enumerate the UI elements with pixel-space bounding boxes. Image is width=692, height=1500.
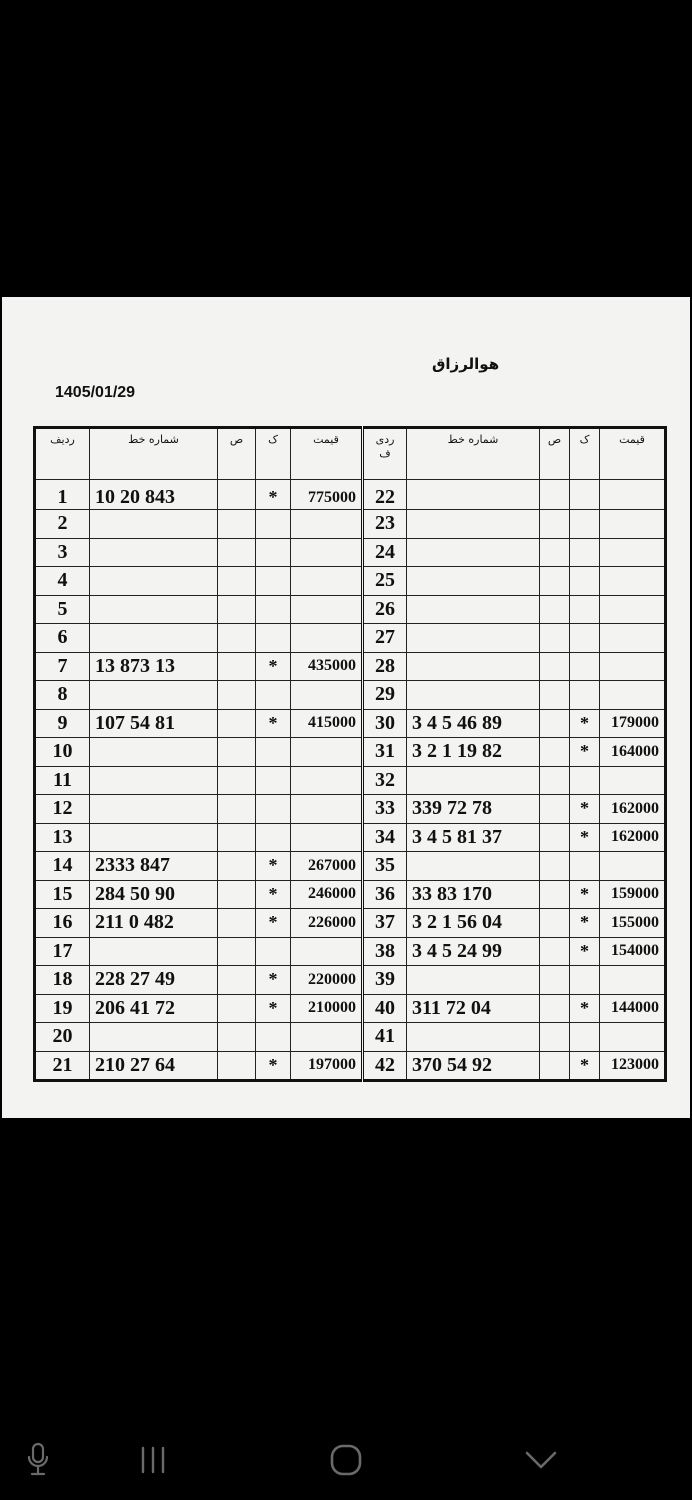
cell-line-number-right <box>407 480 540 510</box>
cell-kaf-mark-right <box>570 567 600 596</box>
cell-kaf-mark-right: * <box>570 880 600 909</box>
cell-kaf-mark: * <box>256 994 291 1023</box>
cell-price: 775000 <box>291 480 363 510</box>
table-row <box>35 595 666 624</box>
cell-row-number-right: 41 <box>363 1023 407 1052</box>
cell-kaf-mark <box>256 595 291 624</box>
cell-sad-mark <box>218 681 256 710</box>
cell-line-number <box>90 738 218 767</box>
cell-line-number-right <box>407 538 540 567</box>
cell-price-right <box>600 852 666 881</box>
cell-kaf-mark-right: * <box>570 994 600 1023</box>
cell-line-number: 13 873 13 <box>90 652 218 681</box>
cell-sad-mark-right <box>540 709 570 738</box>
table-row <box>35 567 666 596</box>
home-icon[interactable] <box>316 1438 376 1482</box>
cell-kaf-mark: * <box>256 709 291 738</box>
cell-row-number: 7 <box>35 652 90 681</box>
cell-sad-mark <box>218 738 256 767</box>
cell-price-right: 154000 <box>600 937 666 966</box>
cell-kaf-mark <box>256 937 291 966</box>
cell-sad-mark-right <box>540 652 570 681</box>
cell-price <box>291 766 363 795</box>
cell-row-number: 18 <box>35 966 90 995</box>
cell-line-number: 228 27 49 <box>90 966 218 995</box>
cell-row-number-right: 28 <box>363 652 407 681</box>
cell-sad-mark <box>218 994 256 1023</box>
cell-price: 226000 <box>291 909 363 938</box>
cell-line-number-right <box>407 852 540 881</box>
cell-kaf-mark: * <box>256 480 291 510</box>
cell-kaf-mark-right <box>570 510 600 539</box>
cell-line-number-right <box>407 624 540 653</box>
table-row <box>35 1023 666 1052</box>
cell-kaf-mark: * <box>256 909 291 938</box>
cell-price: 197000 <box>291 1051 363 1081</box>
cell-line-number-right <box>407 966 540 995</box>
cell-line-number-right <box>407 1023 540 1052</box>
cell-sad-mark <box>218 1023 256 1052</box>
cell-line-number-right: 33 83 170 <box>407 880 540 909</box>
cell-line-number <box>90 510 218 539</box>
cell-row-number-right: 31 <box>363 738 407 767</box>
cell-kaf-mark <box>256 823 291 852</box>
cell-price: 267000 <box>291 852 363 881</box>
cell-kaf-mark-right <box>570 681 600 710</box>
cell-sad-mark <box>218 766 256 795</box>
cell-line-number-right <box>407 766 540 795</box>
cell-line-number <box>90 595 218 624</box>
cell-price <box>291 681 363 710</box>
cell-price <box>291 937 363 966</box>
cell-sad-mark-right <box>540 567 570 596</box>
cell-sad-mark <box>218 480 256 510</box>
cell-line-number-right <box>407 681 540 710</box>
cell-sad-mark-right <box>540 909 570 938</box>
cell-price-right <box>600 1023 666 1052</box>
header-line-number-right: شماره خط <box>407 428 540 480</box>
cell-line-number <box>90 681 218 710</box>
cell-line-number <box>90 766 218 795</box>
cell-sad-mark-right <box>540 510 570 539</box>
cell-sad-mark-right <box>540 1051 570 1081</box>
document-date: 1405/01/29 <box>55 384 136 401</box>
cell-kaf-mark-right <box>570 624 600 653</box>
cell-row-number: 8 <box>35 681 90 710</box>
cell-line-number: 2333 847 <box>90 852 218 881</box>
cell-kaf-mark <box>256 681 291 710</box>
table-row <box>35 624 666 653</box>
table-row <box>35 994 666 1023</box>
cell-kaf-mark-right: * <box>570 909 600 938</box>
cell-price-right: 162000 <box>600 823 666 852</box>
table-row <box>35 480 666 510</box>
cell-kaf-mark-right: * <box>570 709 600 738</box>
header-kaf-right: ک <box>570 428 600 480</box>
cell-kaf-mark-right: * <box>570 1051 600 1081</box>
back-chevron-icon[interactable] <box>511 1438 571 1482</box>
cell-kaf-mark-right <box>570 1023 600 1052</box>
cell-row-number: 1 <box>35 480 90 510</box>
cell-price-right: 162000 <box>600 795 666 824</box>
cell-sad-mark <box>218 966 256 995</box>
cell-kaf-mark <box>256 538 291 567</box>
cell-line-number-right: 3 4 5 24 99 <box>407 937 540 966</box>
header-radif: ردیف <box>35 428 90 480</box>
cell-line-number-right <box>407 567 540 596</box>
table-row <box>35 909 666 938</box>
cell-row-number: 4 <box>35 567 90 596</box>
cell-sad-mark-right <box>540 681 570 710</box>
cell-line-number <box>90 567 218 596</box>
cell-line-number-right <box>407 595 540 624</box>
cell-sad-mark <box>218 624 256 653</box>
cell-kaf-mark: * <box>256 966 291 995</box>
cell-row-number-right: 42 <box>363 1051 407 1081</box>
table-row <box>35 880 666 909</box>
cell-kaf-mark-right: * <box>570 823 600 852</box>
cell-sad-mark-right <box>540 795 570 824</box>
cell-row-number-right: 24 <box>363 538 407 567</box>
cell-row-number: 6 <box>35 624 90 653</box>
cell-line-number: 206 41 72 <box>90 994 218 1023</box>
cell-row-number-right: 39 <box>363 966 407 995</box>
cell-sad-mark <box>218 880 256 909</box>
table-row <box>35 681 666 710</box>
document-heading: هوالرزاق <box>432 355 500 373</box>
cell-sad-mark <box>218 909 256 938</box>
table-row <box>35 823 666 852</box>
cell-row-number: 10 <box>35 738 90 767</box>
price-table <box>33 426 667 1082</box>
cell-line-number <box>90 624 218 653</box>
cell-line-number: 284 50 90 <box>90 880 218 909</box>
cell-sad-mark <box>218 709 256 738</box>
header-price: قیمت <box>291 428 363 480</box>
table-row <box>35 1051 666 1081</box>
cell-sad-mark <box>218 567 256 596</box>
cell-sad-mark-right <box>540 994 570 1023</box>
cell-price <box>291 595 363 624</box>
cell-line-number <box>90 1023 218 1052</box>
cell-row-number-right: 26 <box>363 595 407 624</box>
cell-kaf-mark-right <box>570 652 600 681</box>
cell-sad-mark-right <box>540 823 570 852</box>
cell-kaf-mark <box>256 766 291 795</box>
recent-apps-icon[interactable] <box>123 1438 183 1482</box>
cell-kaf-mark-right: * <box>570 795 600 824</box>
cell-price: 246000 <box>291 880 363 909</box>
cell-kaf-mark: * <box>256 880 291 909</box>
cell-sad-mark <box>218 538 256 567</box>
scanned-document <box>2 297 690 1118</box>
cell-kaf-mark <box>256 1023 291 1052</box>
cell-sad-mark-right <box>540 880 570 909</box>
cell-line-number-right: 3 4 5 46 89 <box>407 709 540 738</box>
table-body <box>35 480 666 1081</box>
cell-kaf-mark-right <box>570 966 600 995</box>
cell-price-right <box>600 624 666 653</box>
mic-icon[interactable] <box>8 1438 68 1482</box>
cell-kaf-mark <box>256 624 291 653</box>
cell-sad-mark-right <box>540 1023 570 1052</box>
table-row <box>35 538 666 567</box>
cell-price <box>291 510 363 539</box>
cell-row-number-right: 23 <box>363 510 407 539</box>
cell-row-number-right: 29 <box>363 681 407 710</box>
cell-sad-mark-right <box>540 595 570 624</box>
cell-kaf-mark: * <box>256 852 291 881</box>
cell-sad-mark <box>218 823 256 852</box>
cell-row-number-right: 34 <box>363 823 407 852</box>
cell-row-number: 3 <box>35 538 90 567</box>
cell-price-right: 144000 <box>600 994 666 1023</box>
cell-row-number-right: 32 <box>363 766 407 795</box>
cell-line-number-right: 3 4 5 81 37 <box>407 823 540 852</box>
cell-price: 415000 <box>291 709 363 738</box>
table-row <box>35 966 666 995</box>
cell-row-number: 14 <box>35 852 90 881</box>
cell-row-number-right: 36 <box>363 880 407 909</box>
cell-row-number-right: 35 <box>363 852 407 881</box>
cell-sad-mark-right <box>540 937 570 966</box>
cell-line-number: 10 20 843 <box>90 480 218 510</box>
cell-price-right <box>600 966 666 995</box>
cell-sad-mark-right <box>540 738 570 767</box>
cell-row-number: 11 <box>35 766 90 795</box>
cell-row-number-right: 27 <box>363 624 407 653</box>
cell-row-number: 16 <box>35 909 90 938</box>
cell-row-number: 5 <box>35 595 90 624</box>
cell-sad-mark-right <box>540 624 570 653</box>
header-price-right: قیمت <box>600 428 666 480</box>
cell-line-number: 211 0 482 <box>90 909 218 938</box>
cell-row-number: 13 <box>35 823 90 852</box>
cell-line-number-right <box>407 652 540 681</box>
header-sad: ص <box>218 428 256 480</box>
cell-price <box>291 624 363 653</box>
cell-sad-mark <box>218 595 256 624</box>
cell-kaf-mark: * <box>256 1051 291 1081</box>
cell-sad-mark-right <box>540 852 570 881</box>
table-row <box>35 738 666 767</box>
table-header-row <box>35 428 666 480</box>
cell-line-number-right <box>407 510 540 539</box>
cell-line-number <box>90 823 218 852</box>
cell-price-right <box>600 538 666 567</box>
cell-price-right: 123000 <box>600 1051 666 1081</box>
cell-kaf-mark-right <box>570 852 600 881</box>
cell-price-right <box>600 652 666 681</box>
cell-line-number-right: 311 72 04 <box>407 994 540 1023</box>
cell-kaf-mark-right: * <box>570 937 600 966</box>
cell-price: 210000 <box>291 994 363 1023</box>
cell-row-number: 12 <box>35 795 90 824</box>
cell-line-number <box>90 538 218 567</box>
cell-line-number <box>90 795 218 824</box>
cell-price-right: 159000 <box>600 880 666 909</box>
table-row <box>35 795 666 824</box>
cell-kaf-mark <box>256 738 291 767</box>
header-kaf: ک <box>256 428 291 480</box>
cell-line-number-right: 3 2 1 56 04 <box>407 909 540 938</box>
table-row <box>35 852 666 881</box>
cell-row-number: 15 <box>35 880 90 909</box>
cell-price-right <box>600 595 666 624</box>
cell-line-number: 107 54 81 <box>90 709 218 738</box>
cell-line-number-right: 339 72 78 <box>407 795 540 824</box>
cell-price: 220000 <box>291 966 363 995</box>
cell-row-number-right: 22 <box>363 480 407 510</box>
cell-price <box>291 795 363 824</box>
cell-price-right: 179000 <box>600 709 666 738</box>
cell-price-right <box>600 510 666 539</box>
cell-kaf-mark <box>256 795 291 824</box>
cell-row-number: 9 <box>35 709 90 738</box>
cell-row-number-right: 40 <box>363 994 407 1023</box>
cell-sad-mark <box>218 795 256 824</box>
cell-price-right <box>600 480 666 510</box>
cell-line-number-right: 3 2 1 19 82 <box>407 738 540 767</box>
cell-row-number: 17 <box>35 937 90 966</box>
cell-kaf-mark-right <box>570 766 600 795</box>
header-line-number: شماره خط <box>90 428 218 480</box>
cell-kaf-mark <box>256 510 291 539</box>
cell-sad-mark-right <box>540 538 570 567</box>
cell-price <box>291 738 363 767</box>
cell-line-number-right: 370 54 92 <box>407 1051 540 1081</box>
cell-sad-mark <box>218 1051 256 1081</box>
cell-sad-mark-right <box>540 766 570 795</box>
cell-price <box>291 823 363 852</box>
cell-kaf-mark <box>256 567 291 596</box>
cell-kaf-mark: * <box>256 652 291 681</box>
cell-row-number: 20 <box>35 1023 90 1052</box>
cell-row-number-right: 30 <box>363 709 407 738</box>
cell-price-right: 164000 <box>600 738 666 767</box>
cell-row-number-right: 38 <box>363 937 407 966</box>
cell-price-right <box>600 766 666 795</box>
cell-sad-mark <box>218 652 256 681</box>
cell-sad-mark <box>218 937 256 966</box>
header-radif-right: ردی ف <box>363 428 407 480</box>
cell-price-right <box>600 567 666 596</box>
cell-row-number-right: 25 <box>363 567 407 596</box>
cell-price <box>291 1023 363 1052</box>
cell-kaf-mark-right <box>570 595 600 624</box>
cell-kaf-mark-right: * <box>570 738 600 767</box>
cell-price: 435000 <box>291 652 363 681</box>
cell-price <box>291 567 363 596</box>
cell-kaf-mark-right <box>570 538 600 567</box>
header-sad-right: ص <box>540 428 570 480</box>
cell-sad-mark-right <box>540 480 570 510</box>
cell-price-right <box>600 681 666 710</box>
cell-line-number <box>90 937 218 966</box>
cell-row-number-right: 33 <box>363 795 407 824</box>
table-row <box>35 709 666 738</box>
table-row <box>35 937 666 966</box>
cell-sad-mark-right <box>540 966 570 995</box>
table-row <box>35 510 666 539</box>
cell-sad-mark <box>218 852 256 881</box>
cell-kaf-mark-right <box>570 480 600 510</box>
cell-row-number: 2 <box>35 510 90 539</box>
cell-row-number: 19 <box>35 994 90 1023</box>
cell-row-number-right: 37 <box>363 909 407 938</box>
cell-sad-mark <box>218 510 256 539</box>
table-row <box>35 652 666 681</box>
cell-price-right: 155000 <box>600 909 666 938</box>
cell-row-number: 21 <box>35 1051 90 1081</box>
table-row <box>35 766 666 795</box>
cell-line-number: 210 27 64 <box>90 1051 218 1081</box>
cell-price <box>291 538 363 567</box>
